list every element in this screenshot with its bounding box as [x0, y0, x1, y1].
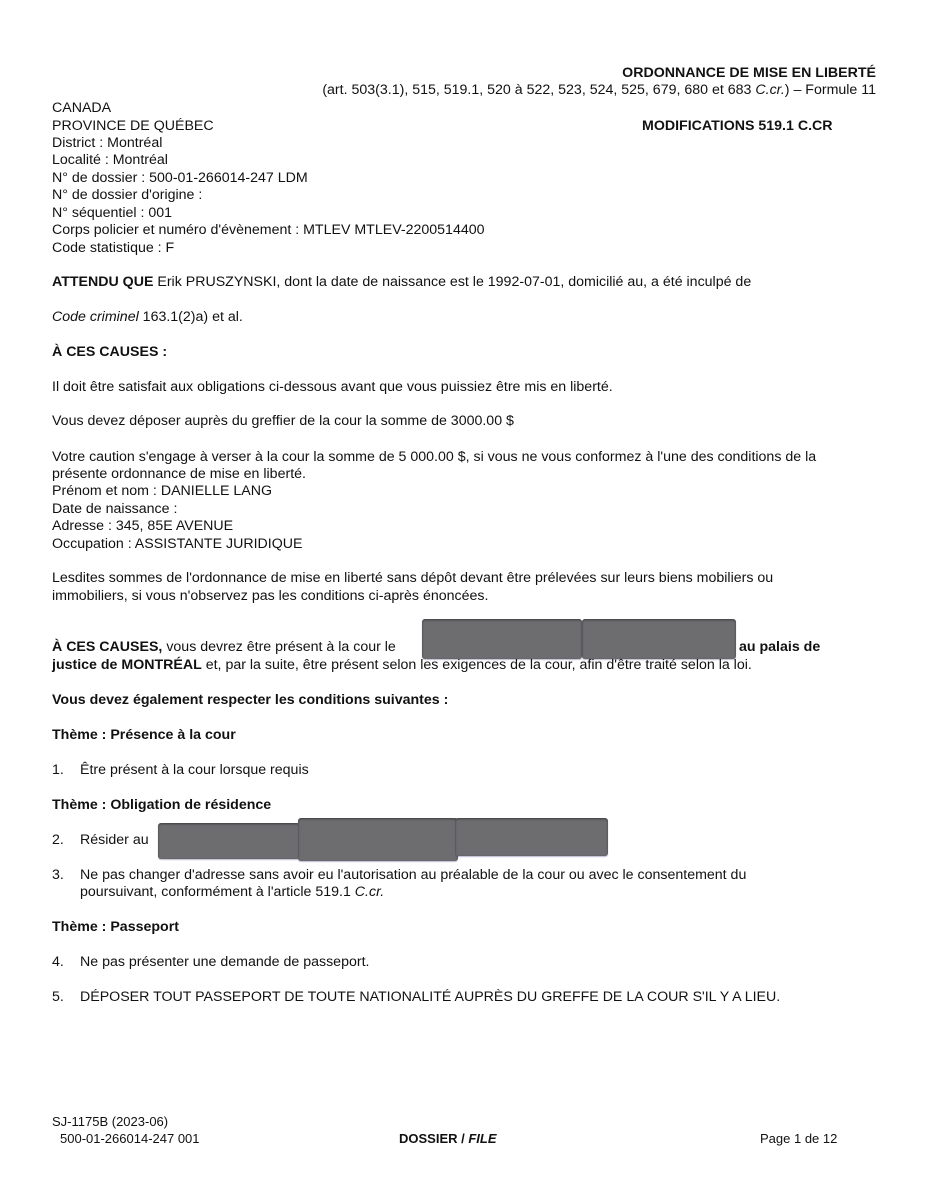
- province: PROVINCE DE QUÉBEC: [52, 118, 214, 134]
- surety-address: Adresse : 345, 85E AVENUE: [52, 518, 234, 534]
- surety-line-1: Votre caution s'engage à verser à la cour la somme de 5 000.00 $, si vous ne vous conformez à l'une des conditions de la: [52, 449, 817, 465]
- appearance-label: À CES CAUSES,: [52, 639, 163, 655]
- statistic-code: Code statistique : F: [52, 240, 175, 256]
- redaction-block: [298, 818, 458, 861]
- redaction-block: [422, 619, 582, 659]
- origin-file-number: N° de dossier d'origine :: [52, 187, 203, 203]
- surety-dob: Date de naissance :: [52, 501, 178, 517]
- condition-number: 1.: [52, 762, 64, 778]
- country: CANADA: [52, 100, 112, 116]
- article-ccr: C.cr.: [755, 82, 785, 98]
- appearance-line-2: [52, 657, 752, 674]
- document-title: ORDONNANCE DE MISE EN LIBERTÉ: [622, 65, 876, 81]
- redaction-block: [582, 619, 736, 659]
- whereas-label: ATTENDU QUE: [52, 274, 154, 290]
- page-number: Page 1 de 12: [760, 1131, 838, 1146]
- condition-text-continued: [80, 884, 840, 901]
- condition-text: Ne pas présenter une demande de passeport.: [80, 954, 370, 970]
- deposit-text: Vous devez déposer auprès du greffier de la cour la somme de 3000.00 $: [52, 413, 514, 429]
- causes-heading: À CES CAUSES :: [52, 344, 168, 360]
- criminal-code-label: Code criminel: [52, 309, 139, 325]
- article-reference: [322, 82, 876, 99]
- obligations-text: Il doit être satisfait aux obligations ci-dessous avant que vous puissiez être mis en liberté.: [52, 379, 613, 395]
- courthouse-location: justice de MONTRÉAL: [52, 657, 202, 673]
- file-number: N° de dossier : 500-01-266014-247 LDM: [52, 170, 308, 186]
- redaction-block: [455, 818, 608, 856]
- surety-occupation: Occupation : ASSISTANTE JURIDIQUE: [52, 536, 303, 552]
- appearance-bold-2: au palais de: [739, 639, 821, 655]
- whereas-text: Erik PRUSZYNSKI, dont la date de naissance est le 1992-07-01, domicilié au, a été inculpé de: [153, 274, 752, 290]
- dossier-label: DOSSIER /: [399, 1131, 469, 1146]
- article-suffix: ) – Formule 11: [784, 82, 876, 98]
- theme-title: Thème : Obligation de résidence: [52, 797, 272, 813]
- surety-name: Prénom et nom : DANIELLE LANG: [52, 483, 272, 499]
- condition-number: 5.: [52, 989, 64, 1005]
- condition-text: DÉPOSER TOUT PASSEPORT DE TOUTE NATIONALITÉ AUPRÈS DU GREFFE DE LA COUR S'IL Y A LIEU.: [80, 989, 781, 1005]
- file-label: FILE: [468, 1131, 497, 1146]
- redaction-block: [158, 823, 300, 859]
- police-event-number: Corps policier et numéro d'évènement : MTLEV MTLEV-2200514400: [52, 222, 485, 238]
- sums-line-1: Lesdites sommes de l'ordonnance de mise en liberté sans dépôt devant être prélevées sur leurs biens mobiliers ou: [52, 570, 774, 586]
- charge-paragraph: [52, 309, 243, 326]
- condition-text: Résider au: [80, 832, 149, 848]
- whereas-paragraph: [52, 274, 751, 291]
- surety-line-2: présente ordonnance de mise en liberté.: [52, 466, 306, 482]
- appearance-line-1: [52, 639, 396, 656]
- appearance-text-1: vous devrez être présent à la cour le: [162, 639, 396, 655]
- condition-text-ccr: C.cr.: [354, 884, 385, 900]
- charge-text: 163.1(2)a) et al.: [138, 309, 243, 325]
- locality: Localité : Montréal: [52, 152, 168, 168]
- condition-number: 2.: [52, 832, 64, 848]
- form-code: SJ-1175B (2023-06): [52, 1114, 169, 1129]
- appearance-text-3: et, par la suite, être présent selon les exigences de la cour, afin d'être traité selon la loi.: [201, 657, 752, 673]
- condition-text: Ne pas changer d'adresse sans avoir eu l'autorisation au préalable de la cour ou avec le consentement du: [80, 867, 747, 883]
- condition-text-prefix: poursuivant, conformément à l'article 519.1: [80, 884, 355, 900]
- footer-dossier: [399, 1130, 497, 1147]
- footer-file-reference: 500-01-266014-247 001: [60, 1131, 200, 1146]
- sums-line-2: immobiliers, si vous n'observez pas les conditions ci-après énoncées.: [52, 588, 489, 604]
- sequence-number: N° séquentiel : 001: [52, 205, 173, 221]
- modifications-label: MODIFICATIONS 519.1 C.CR: [642, 118, 833, 134]
- condition-number: 4.: [52, 954, 64, 970]
- theme-title: Thème : Présence à la cour: [52, 727, 236, 743]
- conditions-heading: Vous devez également respecter les conditions suivantes :: [52, 692, 449, 708]
- article-prefix: (art. 503(3.1), 515, 519.1, 520 à 522, 523, 524, 525, 679, 680 et 683: [322, 82, 756, 98]
- district: District : Montréal: [52, 135, 163, 151]
- condition-text: Être présent à la cour lorsque requis: [80, 762, 309, 778]
- theme-title: Thème : Passeport: [52, 919, 179, 935]
- condition-number: 3.: [52, 867, 64, 883]
